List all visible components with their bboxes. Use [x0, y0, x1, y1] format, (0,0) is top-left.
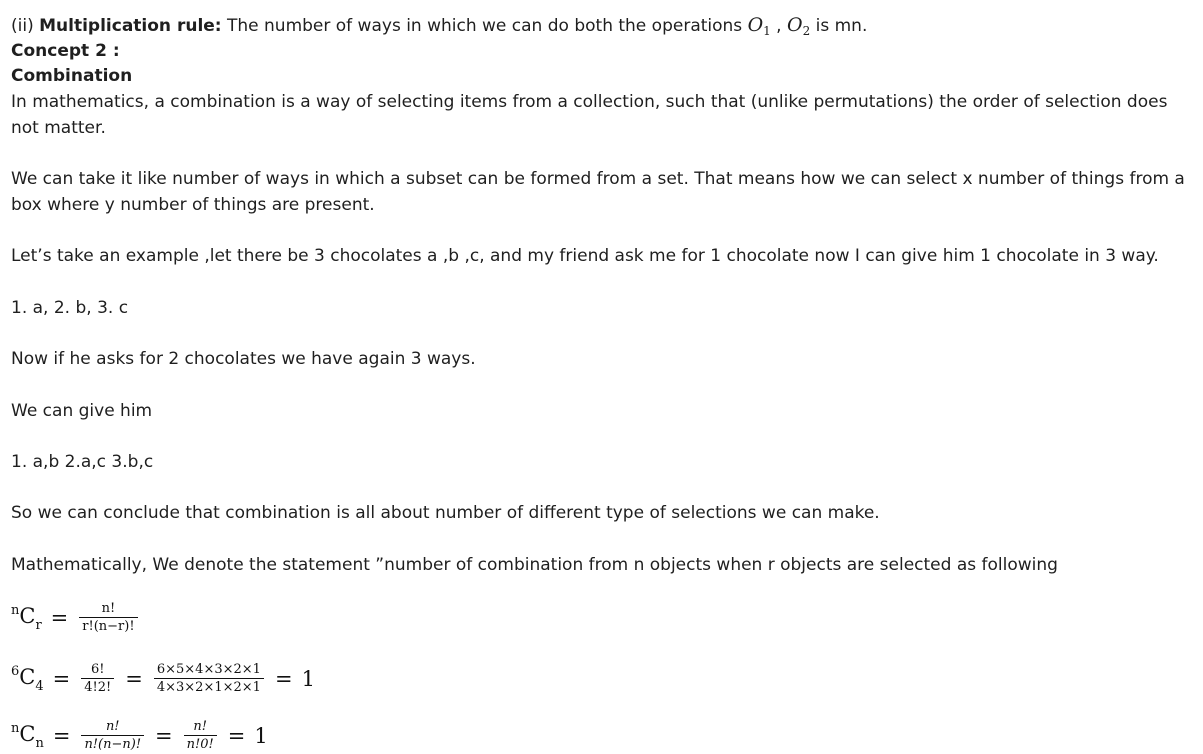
rule-suffix: is mn.: [810, 16, 868, 36]
rule-text: The number of ways in which we can do both the operations: [221, 16, 748, 36]
rule-prefix: (ii): [11, 16, 40, 36]
combination-heading: Combination: [11, 66, 133, 86]
6c4-result: 1: [301, 666, 315, 691]
6c4-symbol: $^6C_4$: [11, 663, 44, 694]
denote-paragraph: Mathematically, We denote the statement ”number of combination from n objects when r objects are selected as following: [11, 555, 1058, 575]
first-list: 1. a, 2. b, 3. c: [11, 298, 129, 318]
formula-ncr: [11, 601, 140, 634]
two-chocolates-paragraph: Now if he asks for 2 chocolates we have again 3 ways.: [11, 349, 476, 369]
operation-separator: ,: [770, 16, 787, 36]
example-paragraph: Let’s take an example ,let there be 3 chocolates a ,b ,c, and my friend ask me for 1 chocolate now I can give him 1 chocolate in 3 way.: [11, 246, 1159, 266]
concept-heading: Concept 2 :: [11, 41, 120, 61]
ncn-fraction-full: $\frac{n!}{n!(n-n)!}$: [81, 719, 144, 752]
operation-o1: $O_1$: [747, 14, 771, 38]
second-list: 1. a,b 2.a,c 3.b,c: [11, 452, 154, 472]
ncr-equals: =: [50, 605, 69, 630]
ncn-fraction-simplified: $\frac{n!}{n!0!}$: [184, 719, 217, 752]
operation-o2: $O_2$: [787, 14, 811, 38]
definition-paragraph: In mathematics, a combination is a way of selecting items from a collection, such that (unlike permutations) the order of selection does not matter.: [11, 92, 1168, 138]
rule-label: Multiplication rule:: [39, 16, 222, 36]
6c4-fraction-factorial: $\frac{6!}{4!2!}$: [81, 662, 114, 695]
formula-6c4: $^6C_4$ = $\frac{6!}{4!2!}$ = $\frac{6\times 5\times 4\times 3\times 2\times 1}{4\times 3\times 2\times 1\times 2\times 1}$ = 1: [11, 662, 315, 695]
formula-ncn: $^nC_n$ = $\frac{n!}{n!(n-n)!}$ = $\frac{n!}{n!0!}$ = 1: [11, 719, 268, 752]
ncr-fraction: $\frac{n!}{r!(n-r)!}$: [79, 601, 137, 634]
6c4-fraction-expanded: $\frac{6\times 5\times 4\times 3\times 2\times 1}{4\times 3\times 2\times 1\times 2\times 1}$: [154, 662, 264, 695]
give-paragraph: We can give him: [11, 401, 153, 421]
conclusion-paragraph: So we can conclude that combination is all about number of different type of selections we can make.: [11, 503, 880, 523]
ncn-result: 1: [254, 723, 268, 748]
multiplication-rule-line: [11, 12, 867, 44]
ncn-symbol: $^nC_n$: [11, 720, 44, 751]
subset-paragraph: We can take it like number of ways in which a subset can be formed from a set. That means how we can select x number of things from a box where y number of things are present.: [11, 169, 1185, 215]
ncr-symbol: $^nC_r$: [11, 602, 42, 633]
